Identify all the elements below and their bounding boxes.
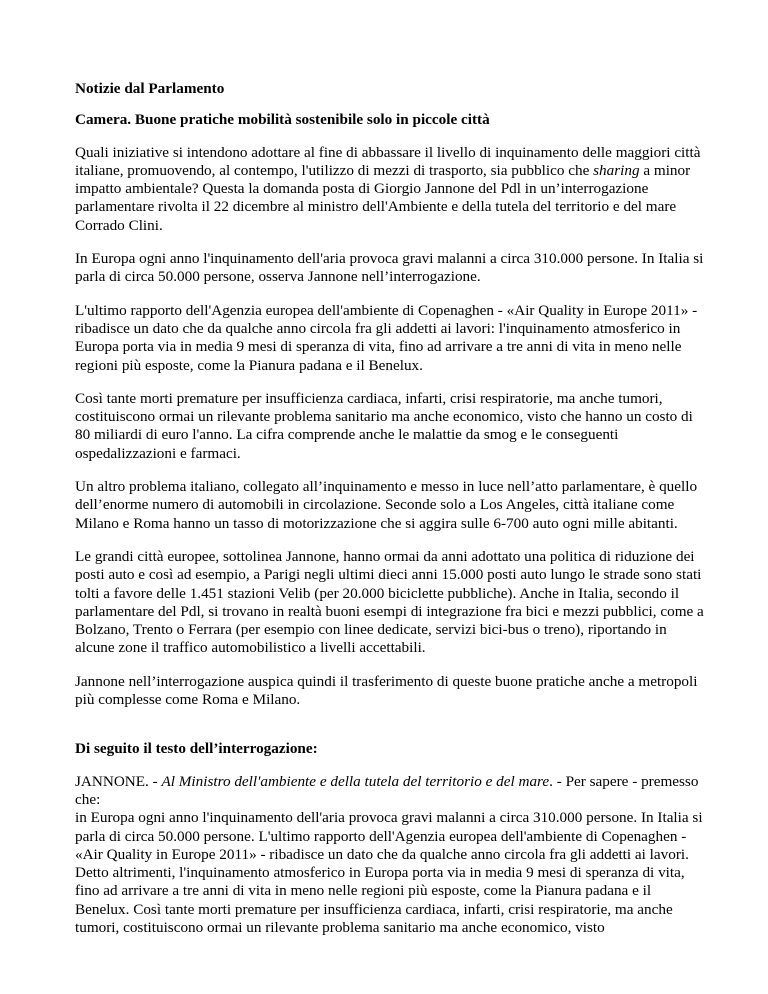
section-title: Notizie dal Parlamento: [75, 80, 225, 97]
paragraph-1-text-b: a minor impatto ambientale? Questa la domanda posta di Giorgio Jannone del Pdl in un’interrogazione parlamentare rivolta il 22 dicembre al ministro dell'Ambiente e della tutela del territorio e del mare Corrado Clini.: [75, 161, 691, 234]
paragraph-8-text-a: JANNONE. -: [75, 772, 162, 790]
article-title: Camera. Buone pratiche mobilità sostenibile solo in piccole città: [75, 111, 490, 129]
paragraph-1-text-a: Quali iniziative si intendono adottare al fine di abbassare il livello di inquinamento delle maggiori città italiane, promuovendo, al contempo, l'utilizzo di mezzi di trasporto, sia pubblico che: [75, 143, 701, 179]
paragraph-3: L'ultimo rapporto dell'Agenzia europea dell'ambiente di Copenaghen - «Air Quality in Europe 2011» - ribadisce un dato che da qualche anno circola fra gli addetti ai lavori: l'inquinamento atmosferico in Europa porta via in media 9 mesi di speranza di vita, fino ad arrivare a tre anni di vita in meno nelle regioni più esposte, come la Pianura padana e il Benelux.: [75, 301, 698, 374]
paragraph-1: [75, 144, 705, 235]
paragraph-2: In Europa ogni anno l'inquinamento dell'aria provoca gravi malanni a circa 310.000 persone. In Italia si parla di circa 50.000 persone, osserva Jannone nell’interrogazione.: [75, 250, 704, 286]
paragraph-6: Le grandi città europee, sottolinea Jannone, hanno ormai da anni adottato una politica di riduzione dei posti auto e così ad esempio, a Parigi negli ultimi dieci anni 15.000 posti auto lungo le strade sono stati tolti a favore delle 1.451 stazioni Velib (per 20.000 biciclette pubbliche). Anche in Italia, secondo il parlamentare del Pdl, si trovano in realtà buoni esempi di integrazione fra bici e mezzi pubblici, come a Bolzano, Trento o Ferrara (per esempio con linee dedicate, servizi bici-bus o treno), riportando in alcune zone il traffico automobilistico a livelli accettabili.: [75, 547, 704, 657]
paragraph-8-emphasis: Al Ministro dell'ambiente e della tutela del territorio e del mare: [161, 772, 550, 790]
paragraph-8-text-c: in Europa ogni anno l'inquinamento dell'aria provoca gravi malanni a circa 310.000 persone. In Italia si parla di circa 50.000 persone. L'ultimo rapporto dell'Agenzia europea dell'ambiente di Copenaghen - «Air Quality in Europe 2011» - ribadisce un dato che da qualche anno circola fra gli addetti ai lavori. Detto altrimenti, l'inquinamento atmosferico in Europa porta via in media 9 mesi di speranza di vita, fino ad arrivare a tre anni di vita in meno nelle regioni più esposte, come la Pianura padana e il Benelux. Così tante morti premature per insufficienza cardiaca, infarti, crisi respiratorie, ma anche tumori, costituiscono ormai un rilevante problema sanitario ma anche economico, visto: [75, 809, 703, 936]
paragraph-8: [75, 773, 705, 938]
section-spacer: [75, 724, 705, 740]
paragraph-8-text-b: . - Per sapere - premesso che:: [75, 772, 699, 808]
paragraph-4: Così tante morti premature per insufficienza cardiaca, infarti, crisi respiratorie, ma anche tumori, costituiscono ormai un rilevante problema sanitario ma anche economico, visto che hanno un costo di 80 miliardi di euro l'anno. La cifra comprende anche le malattie da smog e le conseguenti ospedalizzazioni e farmaci.: [75, 389, 693, 462]
paragraph-7: Jannone nell’interrogazione auspica quindi il trasferimento di queste buone pratiche anche a metropoli più complesse come Roma e Milano.: [75, 672, 698, 709]
section-2-title: Di seguito il testo dell’interrogazione:: [75, 740, 318, 758]
paragraph-5: Un altro problema italiano, collegato all’inquinamento e messo in luce nell’atto parlamentare, è quello dell’enorme numero di automobili in circolazione. Seconde solo a Los Angeles, città italiane come Milano e Roma hanno un tasso di motorizzazione che si aggira sulle 6-700 auto ogni mille abitanti.: [75, 478, 698, 532]
paragraph-1-emphasis: sharing: [593, 161, 640, 179]
document-body: [75, 80, 705, 952]
